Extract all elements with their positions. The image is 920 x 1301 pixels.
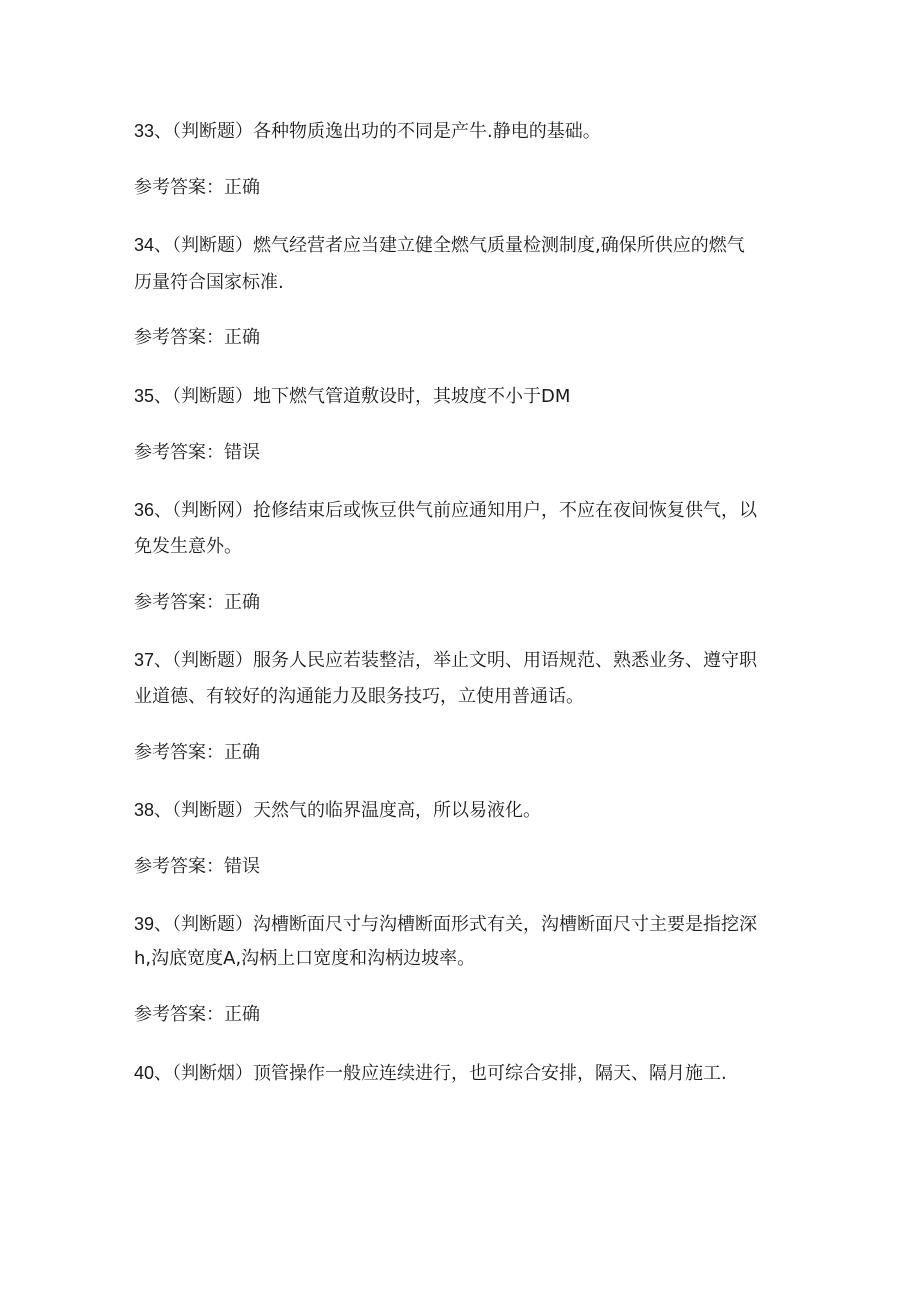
question-39-line-2: h,沟底宽度A,沟柄上口宽度和沟柄边坡率。 bbox=[134, 948, 476, 969]
question-number: 33 bbox=[134, 121, 155, 141]
question-40-line-1 bbox=[134, 1060, 727, 1087]
question-36-line-1 bbox=[134, 497, 757, 524]
question-37-line-2: 业道德、有较好的沟通能力及眼务技巧，立使用普通话。 bbox=[134, 686, 584, 707]
question-35-line-1 bbox=[134, 383, 570, 410]
question-separator: 、 bbox=[154, 650, 173, 671]
question-number: 37 bbox=[134, 650, 155, 670]
question-separator: 、 bbox=[154, 121, 173, 142]
question-separator: 、 bbox=[154, 914, 173, 935]
question-separator: 、 bbox=[154, 235, 173, 256]
question-37-answer: 参考答案：正确 bbox=[134, 742, 260, 763]
question-text: （判断题）地下燃气管道敷设时，其坡度不小于DM bbox=[172, 386, 571, 407]
question-38-line-1 bbox=[134, 797, 541, 824]
question-text: （判断题）沟槽断面尺寸与沟槽断面形式有关，沟槽断面尺寸主要是指挖深 bbox=[172, 914, 758, 935]
question-36-answer: 参考答案：正确 bbox=[134, 592, 260, 613]
question-number: 38 bbox=[134, 800, 155, 820]
question-35-answer: 参考答案：错误 bbox=[134, 442, 260, 463]
question-number: 39 bbox=[134, 914, 155, 934]
question-34-answer: 参考答案：正确 bbox=[134, 327, 260, 348]
question-number: 35 bbox=[134, 386, 155, 406]
question-number: 36 bbox=[134, 500, 155, 520]
question-text: （判断题）服务人民应若装整洁，举止文明、用语规范、熟悉业务、遵守职 bbox=[172, 650, 758, 671]
question-separator: 、 bbox=[154, 1063, 173, 1084]
question-36-line-2: 免发生意外。 bbox=[134, 536, 242, 557]
question-text: （判断烟）顶管操作一般应连续进行，也可综合安排，隔天、隔月施工. bbox=[172, 1063, 727, 1084]
question-number: 40 bbox=[134, 1063, 155, 1083]
question-33-answer: 参考答案：正确 bbox=[134, 177, 260, 198]
question-separator: 、 bbox=[154, 800, 173, 821]
question-text: （判断题）各种物质逸出功的不同是产牛.静电的基础。 bbox=[172, 121, 601, 142]
question-number: 34 bbox=[134, 235, 155, 255]
question-39-line-1 bbox=[134, 911, 757, 938]
question-text: （判断题）天然气的临界温度高，所以易液化。 bbox=[172, 800, 542, 821]
question-text: （判断网）抢修结束后或恢豆供气前应通知用户，不应在夜间恢复供气，以 bbox=[172, 500, 758, 521]
question-37-line-1 bbox=[134, 647, 757, 674]
question-39-answer: 参考答案：正确 bbox=[134, 1004, 260, 1025]
question-34-line-1 bbox=[134, 232, 745, 259]
question-33-line-1 bbox=[134, 118, 601, 145]
question-34-line-2: 历量符合国家标准. bbox=[134, 272, 284, 293]
question-38-answer: 参考答案：错误 bbox=[134, 856, 260, 877]
question-separator: 、 bbox=[154, 386, 173, 407]
question-text: （判断题）燃气经营者应当建立健全燃气质量检测制度,确保所供应的燃气 bbox=[172, 235, 745, 256]
question-separator: 、 bbox=[154, 500, 173, 521]
